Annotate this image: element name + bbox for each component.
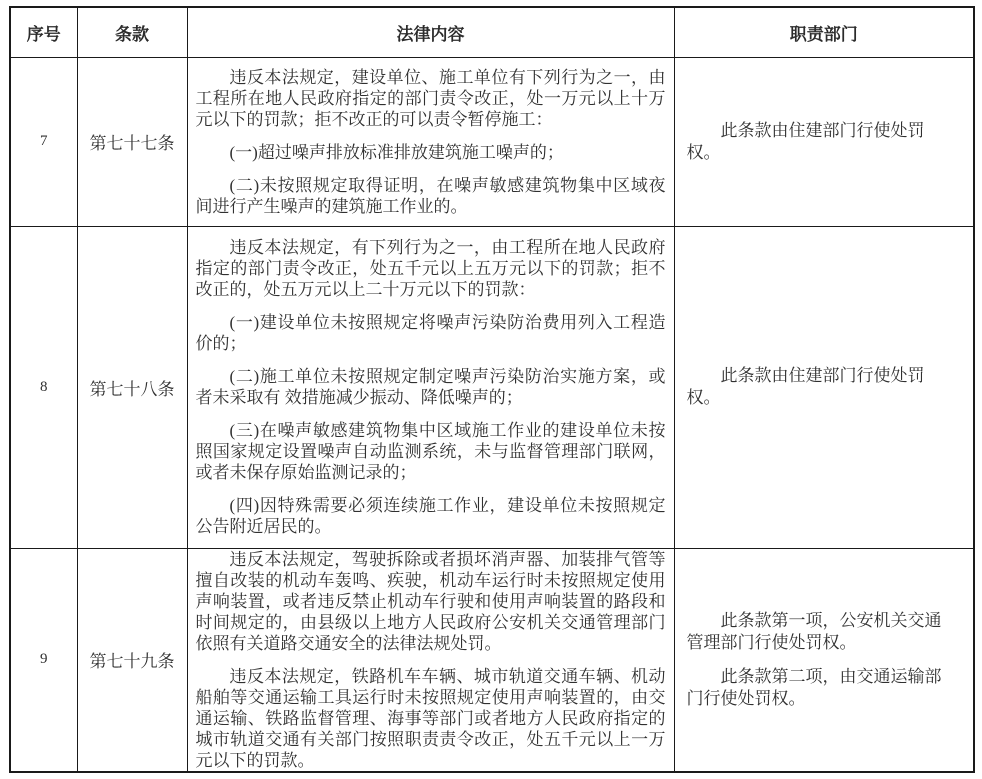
col-header-department: 职责部门 bbox=[674, 7, 974, 57]
department-paragraph: 此条款第二项，由交通运输部门行使处罚权。 bbox=[686, 666, 942, 708]
law-provisions-table bbox=[9, 6, 975, 773]
content-paragraph: (一)建设单位未按照规定将噪声污染防治费用列入工程造价的； bbox=[195, 313, 666, 353]
row-legal-content bbox=[187, 226, 674, 548]
row-article: 第七十七条 bbox=[77, 57, 187, 226]
row-no: 9 bbox=[10, 548, 77, 772]
department-paragraph: 此条款由住建部门行使处罚权。 bbox=[686, 366, 925, 407]
col-header-article: 条款 bbox=[77, 7, 187, 57]
row-legal-content bbox=[187, 548, 674, 772]
content-paragraph: 违反本法规定，有下列行为之一，由工程所在地人民政府指定的部门责令改正，处五千元以上五万元以下的罚款；拒不改正的，处五万元以上二十万元以下的罚款： bbox=[195, 238, 666, 299]
col-header-legal-content: 法律内容 bbox=[187, 7, 674, 57]
content-paragraph: (二)施工单位未按照规定制定噪声污染防治实施方案，或者未采取有 效措施减少振动、降低噪声的； bbox=[195, 367, 666, 407]
header-row bbox=[10, 7, 974, 57]
content-paragraph: 违反本法规定，铁路机车车辆、城市轨道交通车辆、机动船舶等交通运输工具运行时未按照规定使用声响装置的，由交通运输、铁路监督管理、海事等部门或者地方人民政府指定的城市轨道交通有关部门按照职责责令改正，处五千元以上一万元以下的罚款。 bbox=[195, 666, 666, 770]
content-paragraph: 违反本法规定，建设单位、施工单位有下列行为之一，由工程所在地人民政府指定的部门责令改正，处一万元以上十万元以下的罚款；拒不改正的可以责令暂停施工： bbox=[195, 67, 666, 129]
col-header-no: 序号 bbox=[10, 7, 77, 57]
content-paragraph: (一)超过噪声排放标准排放建筑施工噪声的； bbox=[229, 142, 564, 162]
row-department bbox=[674, 548, 974, 772]
content-paragraph: (三)在噪声敏感建筑物集中区域施工作业的建设单位未按照国家规定设置噪声自动监测系统，未与监督管理部门联网，或者未保存原始监测记录的； bbox=[195, 421, 666, 482]
row-legal-content bbox=[187, 57, 674, 226]
content-paragraph: 违反本法规定，驾驶拆除或者损坏消声器、加装排气管等擅自改装的机动车轰鸣、疾驶，机动车运行时未按照规定使用声响装置，或者违反禁止机动车行驶和使用声响装置的路段和时间规定的，由县级以上地方人民政府公安机关交通管理部门依照有关道路交通安全的法律法规处罚。 bbox=[195, 549, 666, 653]
row-department bbox=[674, 57, 974, 226]
row-no: 8 bbox=[10, 226, 77, 548]
table-row-7 bbox=[10, 57, 974, 226]
department-paragraph: 此条款第一项，公安机关交通管理部门行使处罚权。 bbox=[686, 610, 942, 652]
department-paragraph: 此条款由住建部门行使处罚权。 bbox=[686, 120, 925, 162]
row-article: 第七十八条 bbox=[77, 226, 187, 548]
table-row-9 bbox=[10, 548, 974, 772]
row-no: 7 bbox=[10, 57, 77, 226]
table-row-8 bbox=[10, 226, 974, 548]
row-department bbox=[674, 226, 974, 548]
content-paragraph: (四)因特殊需要必须连续施工作业，建设单位未按照规定公告附近居民的。 bbox=[195, 496, 666, 536]
row-article: 第七十九条 bbox=[77, 548, 187, 772]
content-paragraph: (二)未按照规定取得证明，在噪声敏感建筑物集中区域夜间进行产生噪声的建筑施工作业的。 bbox=[195, 175, 666, 216]
